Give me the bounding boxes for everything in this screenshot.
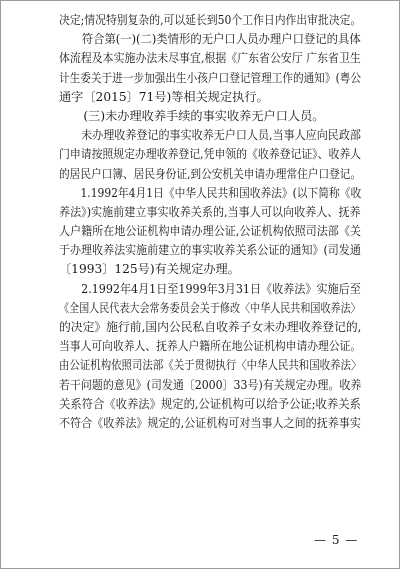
text-line: 若干问题的意见》(司发通〔2000〕33号)有关规定办理。收养 <box>59 377 362 392</box>
text-line: 关系符合《收养法》规定的,公证机构可以给予公证;收养关系 <box>59 396 361 411</box>
text-line: 于办理收养法实施前建立的事实收养关系公证的通知》(司发通 <box>59 243 361 258</box>
text-line: 养法》)实施前建立事实收养关系的,当事人可以向收养人、抚养 <box>59 204 361 219</box>
text-line: 门申请按照规定办理收养登记,凭申领的《收养登记证》、收养人 <box>59 147 362 162</box>
page-number: — 5 — <box>314 533 359 547</box>
text-line: 的决定》施行前,国内公民私自收养子女未办理收养登记的, <box>59 320 362 334</box>
text-line: 未办理收养登记的事实收养无户口人员,当事人应向民政部 <box>59 128 361 143</box>
text-line: 由公证机构依照司法部《关于贯彻执行〈中华人民共和国收养法〉 <box>59 358 362 373</box>
text-line: 《全国人民代表大会常务委员会关于修改〈中华人民共和国收养法〉 <box>59 300 361 315</box>
text-line: 当事人可向收养人、抚养人户籍所在地公证机构申请办理公证。 <box>59 339 362 354</box>
text-line: 的居民户口簿、居民身份证,到公安机关申请办理常住户口登记。 <box>59 166 362 181</box>
section-heading: (三)未办理收养手续的事实收养无户口人员。 <box>59 108 325 123</box>
text-line: 体流程及本实施办法未尽事宜,根据《广东省公安厅 广东省卫生 <box>59 51 361 66</box>
text-line: 1.1992年4月1日《中华人民共和国收养法》(以下简称《收 <box>59 185 362 200</box>
text-line: 通字〔2015〕71号)等相关规定执行。 <box>59 89 269 104</box>
text-line: 决定;情况特别复杂的,可以延长到50个工作日内作出审批决定。 <box>59 13 362 27</box>
text-line: 计生委关于进一步加强出生小孩户口登记管理工作的通知》(粤公 <box>59 70 362 85</box>
text-line: 〔1993〕125号)有关规定办理。 <box>59 262 240 277</box>
text-line: 符合第(一)(二)类情形的无户口人员办理户口登记的具体 <box>59 32 361 47</box>
text-line: 2.1992年4月1日至1999年3月31日《收养法》实施后至 <box>59 281 361 296</box>
text-line: 不符合《收养法》规定的,公证机构可对当事人之间的抚养事实 <box>59 415 361 430</box>
text-line: 人户籍所在地公证机构申请办理公证,公证机构依照司法部《关 <box>59 224 361 239</box>
document-body <box>59 11 361 433</box>
